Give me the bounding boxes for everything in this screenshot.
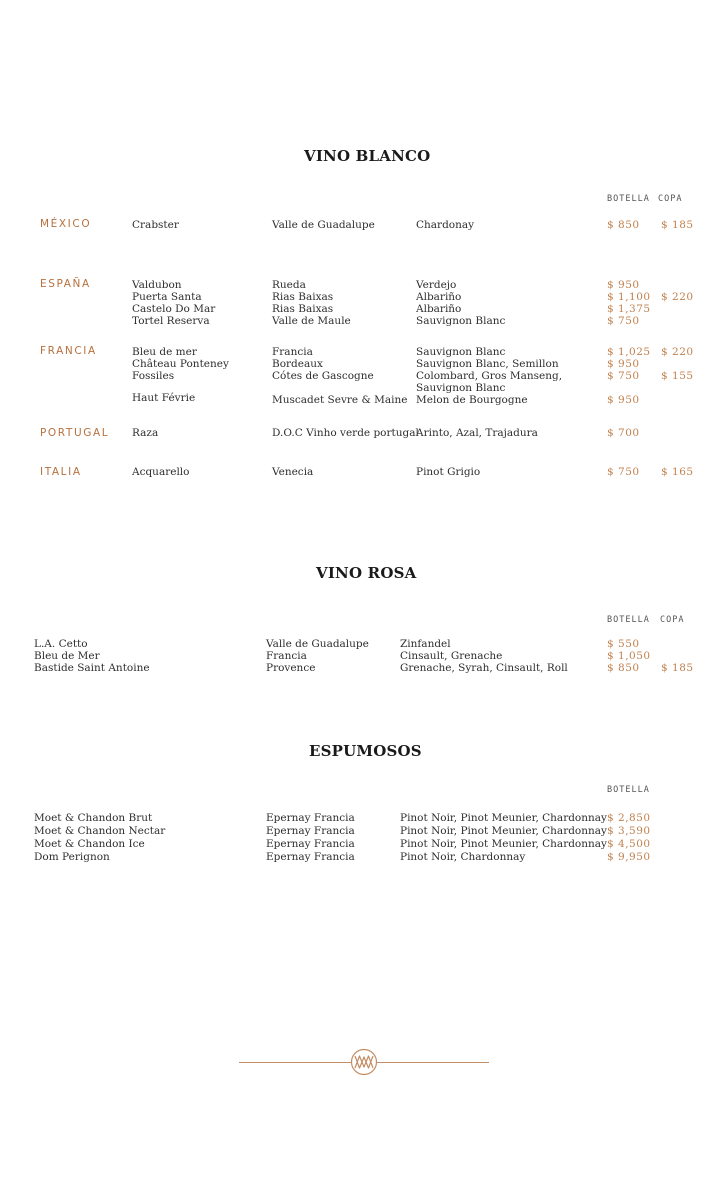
wine-name: Bleu de Mer [34, 650, 100, 662]
wine-name: Raza [132, 427, 159, 439]
vino-rosa-copa-header: COPA [660, 615, 685, 625]
wine-name: Dom Perignon [34, 851, 110, 863]
price-botella: $ 1,375 [607, 303, 651, 315]
country-mexico: MÉXICO [40, 218, 92, 230]
price-copa: $ 155 [661, 370, 694, 382]
wine-name: Moet & Chandon Ice [34, 838, 145, 850]
wine-region: Muscadet Sevre & Maine [272, 394, 408, 406]
country-francia: FRANCIA [40, 345, 97, 357]
price-botella: $ 950 [607, 279, 640, 291]
wine-name: Moet & Chandon Nectar [34, 825, 166, 837]
wine-name: Bastide Saint Antoine [34, 662, 150, 674]
price-botella: $ 1,100 [607, 291, 651, 303]
price-copa: $ 220 [661, 346, 694, 358]
wine-name: L.A. Cetto [34, 638, 88, 650]
wine-grape: Pinot Noir, Pinot Meunier, Chardonnay [400, 812, 607, 824]
vino-rosa-title: VINO ROSA [316, 564, 417, 582]
country-portugal: PORTUGAL [40, 427, 110, 439]
wine-name: Moet & Chandon Brut [34, 812, 153, 824]
wine-grape: Melon de Bourgogne [416, 394, 528, 406]
wine-region: Rias Baixas [272, 303, 334, 315]
country-italia: ITALIA [40, 466, 82, 478]
price-botella: $ 550 [607, 638, 640, 650]
wine-name: Château Ponteney [132, 358, 229, 370]
wine-grape: Pinot Noir, Chardonnay [400, 851, 526, 863]
vino-rosa-botella-header: BOTELLA [607, 615, 650, 625]
wine-grape: Chardonay [416, 219, 475, 231]
wine-grape: Grenache, Syrah, Cinsault, Roll [400, 662, 568, 674]
wine-region: Epernay Francia [266, 851, 355, 863]
espumosos-title: ESPUMOSOS [309, 742, 422, 760]
wine-name: Bleu de mer [132, 346, 197, 358]
wine-region: Valle de Guadalupe [272, 219, 375, 231]
footer-divider-left [239, 1062, 351, 1063]
price-botella: $ 700 [607, 427, 640, 439]
wine-name: Haut Févrie [132, 392, 196, 404]
footer-divider-right [377, 1062, 489, 1063]
country-espana: ESPAÑA [40, 278, 91, 290]
price-botella: $ 2,850 [607, 812, 651, 824]
espumosos-botella-header: BOTELLA [607, 785, 650, 795]
wine-name: Castelo Do Mar [132, 303, 216, 315]
wine-region: D.O.C Vinho verde portugal [272, 427, 419, 439]
wine-name: Puerta Santa [132, 291, 202, 303]
wine-grape: Colombard, Gros Manseng, [416, 370, 563, 382]
wine-name: Tortel Reserva [132, 315, 210, 327]
price-botella: $ 1,050 [607, 650, 651, 662]
wine-grape: Zinfandel [400, 638, 451, 650]
vino-blanco-copa-header: COPA [658, 194, 683, 204]
wine-region: Epernay Francia [266, 825, 355, 837]
wine-grape: Albariño [416, 303, 462, 315]
wine-region: Rueda [272, 279, 306, 291]
vino-blanco-botella-header: BOTELLA [607, 194, 650, 204]
price-botella: $ 850 [607, 219, 640, 231]
price-botella: $ 950 [607, 358, 640, 370]
wine-grape: Pinot Grigio [416, 466, 481, 478]
price-botella: $ 750 [607, 315, 640, 327]
wine-grape: Sauvignon Blanc, Semillon [416, 358, 559, 370]
wine-region: Rias Baixas [272, 291, 334, 303]
wine-name: Crabster [132, 219, 179, 231]
wine-name: Valdubon [132, 279, 182, 291]
wine-region: Valle de Guadalupe [266, 638, 369, 650]
wine-region: Francia [272, 346, 313, 358]
price-botella: $ 1,025 [607, 346, 651, 358]
price-botella: $ 850 [607, 662, 640, 674]
wine-grape: Verdejo [416, 279, 457, 291]
wine-grape: Arinto, Azal, Trajadura [416, 427, 538, 439]
wine-grape: Pinot Noir, Pinot Meunier, Chardonnay [400, 838, 607, 850]
price-botella: $ 9,950 [607, 851, 651, 863]
price-botella: $ 950 [607, 394, 640, 406]
price-copa: $ 185 [661, 219, 694, 231]
monogram-logo-icon [350, 1048, 378, 1076]
wine-region: Cótes de Gascogne [272, 370, 374, 382]
price-botella: $ 3,590 [607, 825, 651, 837]
wine-grape: Pinot Noir, Pinot Meunier, Chardonnay [400, 825, 607, 837]
wine-region: Provence [266, 662, 316, 674]
wine-region: Venecia [272, 466, 314, 478]
wine-region: Epernay Francia [266, 838, 355, 850]
wine-region: Bordeaux [272, 358, 323, 370]
wine-name: Fossiles [132, 370, 175, 382]
price-copa: $ 220 [661, 291, 694, 303]
wine-region: Valle de Maule [272, 315, 351, 327]
wine-grape-continued: Sauvignon Blanc [416, 382, 506, 394]
price-botella: $ 750 [607, 370, 640, 382]
wine-name: Acquarello [132, 466, 190, 478]
price-botella: $ 4,500 [607, 838, 651, 850]
wine-region: Francia [266, 650, 307, 662]
wine-grape: Albariño [416, 291, 462, 303]
vino-blanco-title: VINO BLANCO [304, 147, 431, 165]
price-copa: $ 185 [661, 662, 694, 674]
price-botella: $ 750 [607, 466, 640, 478]
wine-grape: Sauvignon Blanc [416, 346, 506, 358]
wine-grape: Sauvignon Blanc [416, 315, 506, 327]
wine-grape: Cinsault, Grenache [400, 650, 503, 662]
price-copa: $ 165 [661, 466, 694, 478]
wine-region: Epernay Francia [266, 812, 355, 824]
